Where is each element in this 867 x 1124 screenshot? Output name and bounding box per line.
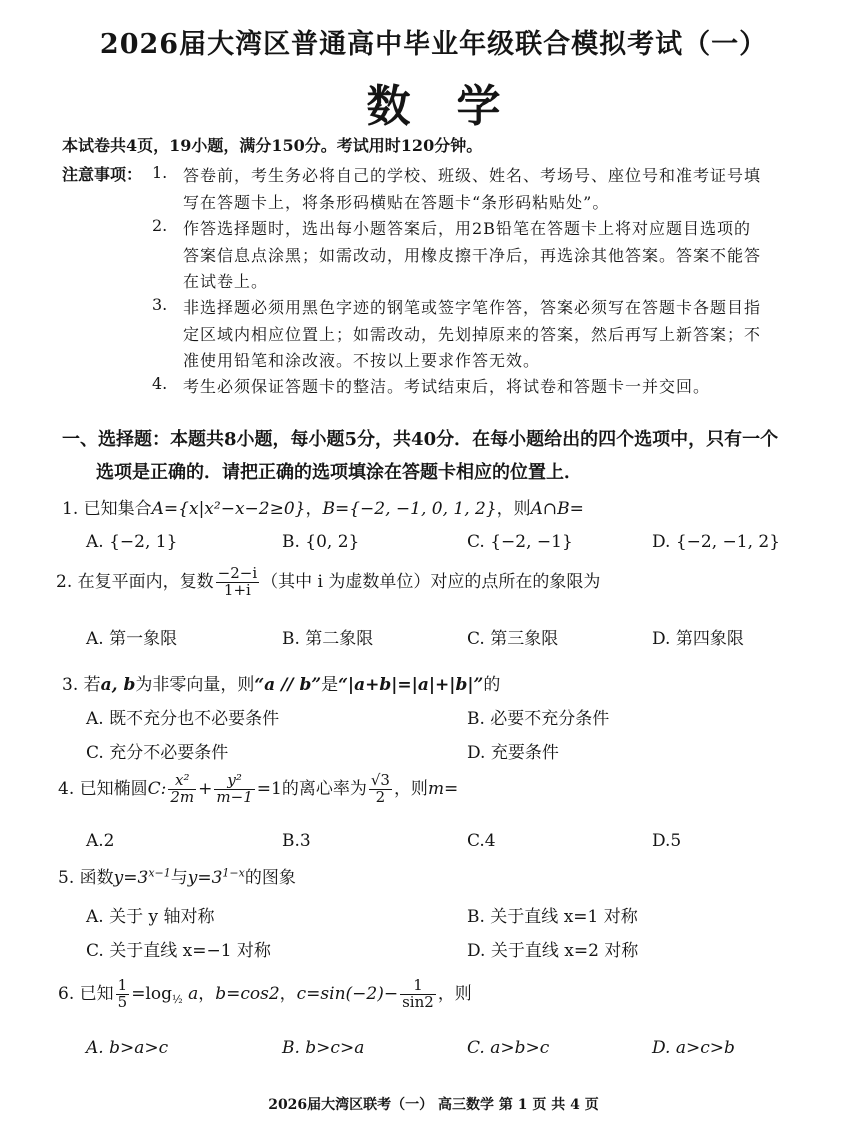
question-5	[58, 863, 296, 888]
question-number: 1.	[62, 499, 79, 519]
page-footer: 2026届大湾区联考（一） 高三数学 第 1 页 共 4 页	[268, 1097, 599, 1113]
question-text: ，	[198, 983, 216, 1004]
math-expr: C:	[147, 778, 167, 799]
option-b: B. 第二象限	[282, 629, 374, 649]
fraction-denominator: 5	[117, 992, 128, 1011]
note-number: 2.	[152, 216, 168, 235]
math-expr: y=3	[187, 868, 223, 888]
fraction	[216, 566, 259, 599]
note-line: 准使用铅笔和涂改液。不按以上要求作答无效。	[183, 351, 541, 370]
question-text: 已知椭圆	[79, 778, 148, 799]
question-text: 与	[170, 868, 188, 888]
math-expr: a, b	[100, 675, 136, 695]
option-b	[282, 1038, 364, 1058]
section-heading-cont: 选项是正确的．请把正确的选项填涂在答题卡相应的位置上．	[96, 462, 582, 483]
question-text: ，	[305, 499, 323, 519]
question-4	[58, 773, 458, 806]
fraction-numerator: √3	[370, 771, 390, 789]
option-c: C. 充分不必要条件	[86, 743, 229, 763]
option-text: B. b>c>a	[282, 1038, 365, 1058]
fraction-denominator: 2	[375, 787, 386, 806]
question-text: （其中 i 为虚数单位）对应的点所在的象限为	[261, 571, 601, 592]
question-text: ，则	[393, 778, 428, 799]
exam-title: 2026届大湾区普通高中毕业年级联合模拟考试（一）	[99, 29, 768, 60]
question-text: 是	[321, 675, 339, 695]
option-d: D. 第四象限	[652, 629, 744, 649]
question-text: 函数	[79, 868, 114, 888]
section-heading: 一、选择题：本题共8小题，每小题5分，共40分．在每小题给出的四个选项中，只有一个	[62, 429, 779, 450]
option-text: D. a>c>b	[652, 1038, 735, 1058]
question-text: 在复平面内，复数	[77, 571, 214, 592]
note-line: 考生必须保证答题卡的整洁。考试结束后，将试卷和答题卡一并交回。	[183, 377, 711, 396]
fraction-numerator: 1	[400, 978, 436, 995]
question-text: ，则	[437, 983, 472, 1004]
math-expr: “a // b”	[254, 675, 322, 695]
option-b: B. 关于直线 x=1 对称	[467, 907, 638, 927]
option-a: A. 既不充分也不必要条件	[86, 709, 280, 729]
math-expr: y=3	[113, 868, 149, 888]
exponent: 1−x	[222, 866, 245, 880]
option-c: C. {−2, −1}	[467, 532, 573, 552]
math-expr: =1	[256, 778, 282, 799]
question-number: 3.	[62, 675, 79, 695]
fraction-numerator: x²	[168, 773, 196, 790]
math-operator: +	[198, 778, 213, 799]
option-a	[86, 1038, 168, 1058]
note-line: 非选择题必须用黑色字迹的钢笔或签字笔作答，答案必须写在答题卡各题目指	[183, 298, 762, 317]
option-a: A. {−2, 1}	[86, 532, 178, 552]
math-expr: B={−2, −1, 0, 1, 2}	[322, 499, 497, 519]
notes-label: 注意事项：	[62, 165, 143, 184]
log-base: ½	[172, 993, 183, 1007]
question-number: 2.	[56, 571, 73, 592]
option-b: B.3	[282, 831, 311, 851]
option-d: D. 充要条件	[467, 743, 559, 763]
math-expr: c=sin(−2)−	[296, 983, 399, 1004]
option-d: D. 关于直线 x=2 对称	[467, 941, 639, 961]
question-text: ，	[279, 983, 297, 1004]
question-text: ，则	[496, 499, 531, 519]
note-number: 1.	[152, 163, 168, 182]
exponent: x−1	[148, 866, 171, 880]
question-text: 已知	[79, 983, 114, 1004]
option-b: B. {0, 2}	[282, 532, 360, 552]
question-number: 4.	[58, 778, 75, 799]
option-d	[652, 1038, 735, 1058]
subject-title: 数学	[366, 81, 547, 132]
fraction-denominator: sin2	[402, 992, 434, 1011]
option-a: A.2	[86, 831, 115, 851]
option-c: C. 第三象限	[467, 629, 559, 649]
question-2	[56, 566, 600, 599]
fraction	[116, 978, 130, 1011]
fraction-denominator: m−1	[216, 787, 253, 806]
question-1	[62, 494, 584, 519]
math-expr: A∩B=	[530, 499, 584, 519]
question-text: 的	[483, 675, 501, 695]
option-text: A. b>a>c	[86, 1038, 169, 1058]
question-text: 已知集合	[83, 499, 152, 519]
fraction	[214, 773, 254, 806]
question-text: 的图象	[244, 868, 296, 888]
question-text: 若	[83, 675, 101, 695]
question-3	[62, 670, 500, 695]
fraction-numerator: −2−i	[217, 564, 258, 582]
note-line: 写在答题卡上，将条形码横贴在答题卡“条形码粘贴处”。	[183, 193, 610, 212]
option-b: B. 必要不充分条件	[467, 709, 610, 729]
option-d: D.5	[652, 831, 682, 851]
note-line: 定区域内相应位置上；如需改动，先划掉原来的答案，然后再写上新答案；不	[183, 325, 762, 344]
math-expr: m=	[427, 778, 459, 799]
question-text: 为非零向量，则	[135, 675, 255, 695]
fraction	[168, 773, 196, 806]
note-line: 答案信息点涂黑；如需改动，用橡皮擦干净后，再选涂其他答案。答案不能答	[183, 246, 762, 265]
math-expr: =log	[131, 983, 172, 1004]
option-c: C. 关于直线 x=−1 对称	[86, 941, 271, 961]
fraction	[400, 978, 436, 1011]
fraction-denominator: 1+i	[223, 580, 251, 599]
math-expr: “|a+b|=|a|+|b|”	[338, 675, 484, 695]
exam-intro: 本试卷共4页，19小题，满分150分。考试用时120分钟。	[62, 136, 483, 155]
fraction-denominator: 2m	[170, 787, 195, 806]
math-expr: A={x|x²−x−2≥0}	[151, 499, 306, 519]
note-line: 作答选择题时，选出每小题答案后，用2B铅笔在答题卡上将对应题目选项的	[183, 219, 751, 238]
option-d: D. {−2, −1, 2}	[652, 532, 781, 552]
math-expr: b=cos2	[215, 983, 280, 1004]
option-text: C. a>b>c	[467, 1038, 550, 1058]
question-number: 6.	[58, 983, 75, 1004]
question-number: 5.	[58, 868, 75, 888]
question-text: 的离心率为	[281, 778, 367, 799]
fraction-numerator: y²	[214, 773, 254, 790]
fraction-numerator: 1	[117, 976, 128, 994]
math-expr: a	[188, 983, 199, 1004]
option-a: A. 关于 y 轴对称	[86, 907, 215, 927]
note-number: 3.	[152, 295, 168, 314]
question-6	[58, 978, 472, 1011]
fraction	[369, 773, 392, 806]
option-a: A. 第一象限	[86, 629, 178, 649]
option-c	[467, 1038, 549, 1058]
note-number: 4.	[152, 374, 168, 393]
note-line: 答卷前，考生务必将自己的学校、班级、姓名、考场号、座位号和准考证号填	[183, 166, 762, 185]
option-c: C.4	[467, 831, 496, 851]
note-line: 在试卷上。	[183, 272, 269, 291]
